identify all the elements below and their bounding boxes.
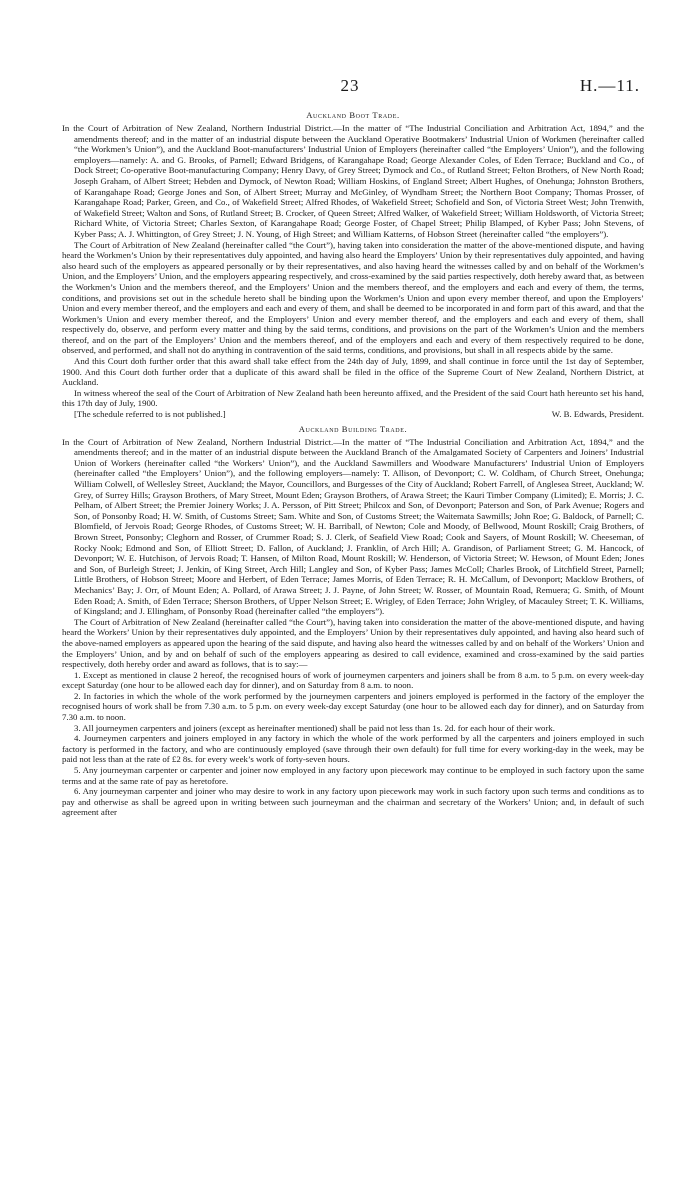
signature: W. B. Edwards, President. xyxy=(551,409,644,420)
clause: 3. All journeymen carpenters and joiners (except as hereinafter mentioned) shall be paid not less than 1s. 2d. for each hour of their work. xyxy=(74,722,555,733)
paragraph: In witness whereof the seal of the Court of Arbitration of New Zealand hath been hereunto affixed, and the President of the said Court hath hereunto set his hand, this 17th day of July, 1900. xyxy=(62,387,644,409)
paragraph: The Court of Arbitration of New Zealand (hereinafter called “the Court”), having taken into consideration the matter of the above-mentioned dispute, and having heard the Workmen’s Union by their representatives duly appointed, and having also heard the Employers’ Union by their representatives duly appointed, and having also heard such of the employers as appeared personally or by their representatives, and also having heard the witnesses called by and on behalf of the Workmen’s Union, and the Employers’ Union, and the employers appearing respectively, and cross-examined by the said parties respectively, doth hereby award that, as between the Workmen’s Union and the members thereof, and the Employers’ Union and the members thereof, and the employers and each and every of them, the terms, conditions, and provisions set out in the schedule hereto shall be binding upon the Workmen’s Union and upon every member thereof, and upon the Employers’ Union and every member thereof, and the employers and each and every of them, and shall be deemed to be incorporated in and form part of this award, and that the Workmen’s Union and every member thereof, and the Employers’ Union and every member thereof, and the employers and each and every of them, shall respectively do, observe, and perform every matter and thing by the said terms, conditions, and provisions on the part of the Workmen’s Union and the members thereof, and on the part of the Employers’ Union and the members thereof, and of the employers and each and every of them respectively required to be done, observed, and performed, and shall not do anything in contravention of the said terms, conditions, and provisions, but shall in all respects abide by the same. xyxy=(62,239,644,356)
paragraph: The Court of Arbitration of New Zealand (hereinafter called “the Court”), having taken into consideration the matter of the above-mentioned dispute, and having heard the Workers’ Union by their representatives duly appointed, and the Employers’ Union by their representatives duly appointed, and having also heard such of the above-named employers as appeared upon the hearing of the said dispute, and having also heard the witnesses called by and on behalf of the Workers’ Union and the Employers’ Union, and by and on behalf of such of the employers appearing as desired to call evidence, examined and cross-examined by the said parties respectively, doth hereby order and award as follows, that is to say:— xyxy=(62,616,644,670)
section-heading: Auckland Building Trade. xyxy=(298,423,408,434)
section-boot-trade xyxy=(62,110,644,420)
clause: 2. In factories in which the whole of the work performed by the journeymen carpenters and joiners employed is performed in the factory of the employer the recognised hours of work shall be from 7.30 a.m. to 5 p.m. on every week-day except Saturday (one hour to be allowed each day for dinner), and on Saturday from 7.30 a.m. to noon. xyxy=(62,690,644,723)
section-building-trade xyxy=(62,424,644,818)
page-number: 23 xyxy=(340,76,360,95)
clause: 4. Journeymen carpenters and joiners employed in any factory in which the whole of the work performed by all the carpenters and joiners employed in such factory is performed in the factory, and who are continuously employed (save through their own default) for full time for every working-day in the week, may be paid not less than at the rate of £2 8s. for every week’s work of forty-seven hours. xyxy=(62,733,644,765)
clause: 6. Any journeyman carpenter and joiner who may desire to work in any factory upon piecework may work in such factory upon such terms and conditions as to pay and otherwise as shall be agreed upon in writing between such journeyman and the chairman and secretary of the Workers’ Union; and, in default of such agreement after xyxy=(62,786,644,818)
clause: 1. Except as mentioned in clause 2 hereof, the recognised hours of work of journeymen carpenters and joiners shall be from 8 a.m. to 5 p.m. on every week-day except Saturday (one hour to be allowed each day for dinner), and on Saturday from 8 a.m. to noon. xyxy=(62,669,644,691)
schedule-note: [The schedule referred to is not published.] xyxy=(74,409,226,420)
clause: 5. Any journeyman carpenter or carpenter and joiner now employed in any factory upon piecework may continue to be employed in such factory upon the same terms and at the same rate of pay as heretofore. xyxy=(62,765,644,786)
paragraph: And this Court doth further order that this award shall take effect from the 24th day of July, 1899, and shall continue in force until the 1st day of September, 1900. And this Court doth further order that a duplicate of this award shall be filed in the office of the Supreme Court of New Zealand, Northern District, at Auckland. xyxy=(62,356,644,388)
paragraph: In the Court of Arbitration of New Zealand, Northern Industrial District.—In the matter of “The Industrial Conciliation and Arbitration Act, 1894,” and the amendments thereof; and in the matter of an industrial dispute between the Auckland Branch of the Amalgamated Society of Carpenters and Joiners’ Industrial Union of Workers (hereinafter called “the Workers’ Union”), and the Auckland Sawmillers and Woodware Manufacturers’ Industrial Union of Employers (hereinafter called “the Employers’ Union”), and the following employers—namely: T. Allison, of Devonport; C. W. Coldham, of Church Street, Onehunga; William Colwell, of Wellesley Street, Auckland; the Mayor, Councillors, and Burgesses of the City of Auckland; Robert Farrell, of Anglesea Street, Auckland; W. Grey, of Surrey Hills; Grayson Brothers, of Mary Street, Mount Eden; Grayson Brothers, of Arawa Street; the Kauri Timber Company (Limited); E. Morris; J. C. Pelham, of Albert Street; the Premier Joinery Works; J. A. Persson, of Pitt Street; Philcox and Son, of Devonport; Paterson and Son, of Park Avenue; Rogers and Son, of Ponsonby Road; H. W. Smith, of Customs Street; Sam. White and Son, of Customs Street; the Waitemata Sawmills; John Roe; G. Baldock, of Parnell; C. Blomfield, of Jervois Road; George Rhodes, of Customs Street; W. H. Barriball, of Newton; Cole and Moody, of Bellwood, Mount Roskill; Craig Brothers, of Brown Street, Ponsonby; Cleghorn and Rosser, of Crummer Road; S. J. Clerk, of Seafield View Road; Cook and Sayers, of Mount Roskill; W. Cheeseman, of Rocky Nook; Edmond and Son, of Elliott Street; D. Fallon, of Auckland; J. Franklin, of Arch Hill; A. Grandison, of Parliament Street; G. M. Hancock, of Devonport; W. E. Hutchison, of Jervois Road; T. Hansen, of Milton Road, Mount Roskill; W. Henderson, of Victoria Street; W. Hewson, of Mount Eden; Jones and Son, of Burleigh Street; J. Jenkin, of King Street, Arch Hill; Langley and Son, of Kyber Pass; James McColl; Charles Brook, of Litchfield Street, Parnell; Little Brothers, of Hobson Street; Moore and Herbert, of Eden Terrace; James Morris, of Eden Terrace; R. H. McCallum, of Devonport; Macklow Brothers, of Mechanics’ Bay; J. Orr, of Mount Eden; A. Pollard, of Arawa Street; J. J. Payne, of John Street; W. Rosser, of Mountain Road, Remuera; G. Smith, of Mount Eden Road; A. Smith, of Eden Terrace; Sherson Brothers, of Upper Nelson Street; E. Wrigley, of Eden Terrace; John Wrigley, of Macauley Street; T. K. Williams, of Kingsland; and J. Ellingham, of Ponsonby Road (hereinafter called “the employers”). xyxy=(62,436,644,617)
document-reference: H.—11. xyxy=(579,76,640,95)
signature-line xyxy=(62,409,644,420)
section-heading: Auckland Boot Trade. xyxy=(306,110,400,120)
paragraph: In the Court of Arbitration of New Zealand, Northern Industrial District.—In the matter of “The Industrial Conciliation and Arbitration Act, 1894,” and the amendments thereof; and in the matter of an industrial dispute between the Auckland Operative Bootmakers’ Industrial Union of Workmen (hereinafter called “the Workmen’s Union”), and the Auckland Boot-manufacturers’ Industrial Union of Employers (hereinafter called “the Employers’ Union”), and the following employers—namely: A. and G. Brooks, of Parnell; Edward Bridgens, of Karangahape Road; George Alexander Coles, of Eden Terrace; Buckland and Co., of Dock Street; Co-operative Boot-manufacturing Company; Henry Davy, of Grey Street; Dymock and Co., of Rutland Street; Felton Brothers, of New North Road; Joseph Graham, of Albert Street; Hebden and Dymock, of Newton Road; William Hoskins, of England Street; Albert Hughes, of Onehunga; Johnston Brothers, of Karangahape Road; George Jones and Son, of Albert Street; Murray and McGinley, of Wyndham Street; the Northern Boot Company; Thomas Prosser, of Karangahape Road; Parker, Green, and Co., of Wakefield Street; Alfred Rhodes, of Wakefield Street; Schofield and Son, of Victoria Street West; John Trenwith, of Wakefield Street; Walton and Sons, of Rutland Street; B. Crocker, of Queen Street; Alfred Walker, of Wakefield Street; William Holdsworth, of Victoria Street; Richard White, of Victoria Street; Charles Sexton, of Karangahape Road; George Foster, of Chapel Street; Philip Blamped, of Kyber Pass; John Stevens, of Kyber Pass; A. J. Whittington, of Grey Street; J. N. Young, of High Street; and William Katterns, of Hobson Street (hereinafter called “the employers”). xyxy=(62,123,644,239)
